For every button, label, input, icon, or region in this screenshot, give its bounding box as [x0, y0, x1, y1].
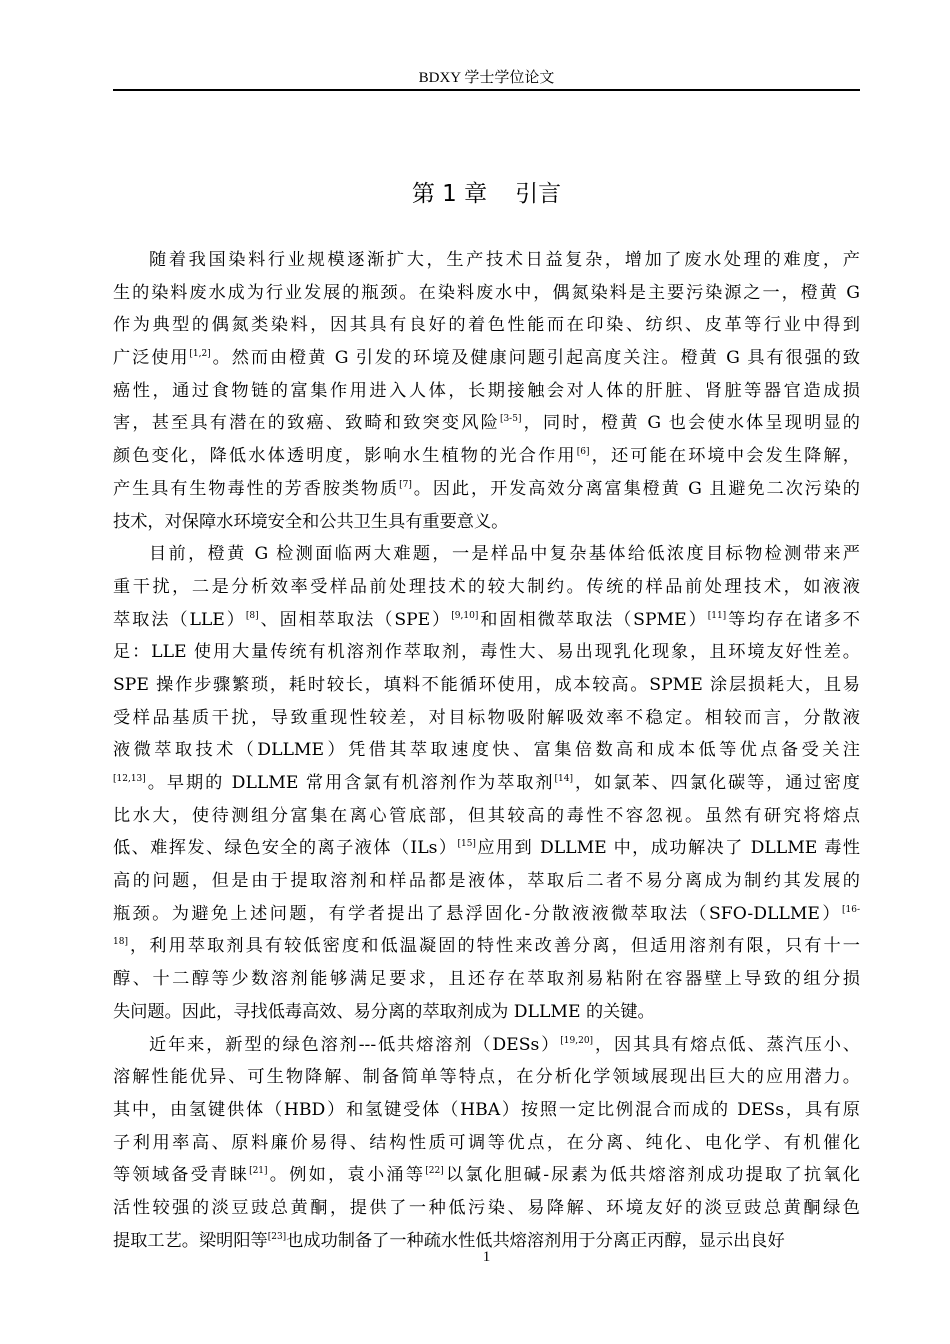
text-run: 子利用率高、原料廉价易得、结构性质可调等优点，在分离、纯化、电化学、有机催化 — [113, 1132, 860, 1153]
citation: [7] — [399, 479, 412, 490]
text-line — [113, 1127, 860, 1160]
paragraph — [113, 538, 860, 1028]
text-line — [113, 1061, 860, 1094]
text-run: 提取工艺。梁明阳等 — [113, 1230, 268, 1251]
text-run: 目前，橙黄 G 检测面临两大难题，一是样品中复杂基体给低浓度目标物检测带来严 — [149, 544, 860, 565]
text-line — [113, 865, 860, 898]
text-run: 作为典型的偶氮类染料，因其具有良好的着色性能而在印染、纺织、皮革等行业中得到 — [113, 315, 860, 336]
text-run: ，还可能在环境中会发生降解， — [589, 446, 860, 467]
text-run: 。例如，袁小涌等 — [267, 1165, 426, 1186]
citation: [6] — [576, 447, 590, 458]
text-line — [113, 898, 860, 931]
text-line — [113, 1159, 860, 1192]
header-rule — [113, 89, 860, 91]
text-line — [113, 996, 860, 1029]
text-run: ，如氯苯、四氯化碳等，通过密度 — [573, 773, 860, 793]
citation: [8] — [245, 610, 259, 621]
text-line — [113, 407, 860, 440]
text-run: ，利用萃取剂具有较低密度和低温凝固的特性来改善分离，但适用溶剂有限，只有十一 — [127, 936, 860, 957]
text-line — [113, 767, 860, 800]
text-run: 低、难挥发、绿色安全的离子液体（ILs） — [113, 838, 458, 859]
text-run: 比水大，使待测组分富集在离心管底部，但其较高的毒性不容忽视。虽然有研究将熔点 — [113, 805, 860, 826]
citation: [1,2] — [189, 349, 211, 360]
citation: [12,13] — [113, 774, 146, 784]
text-run: 醇、十二醇等少数溶剂能够满足要求，且还存在萃取剂易粘附在容器壁上导致的组分损 — [113, 969, 860, 990]
text-line — [113, 506, 860, 539]
text-run: ，因其具有熔点低、蒸汽压小、 — [593, 1034, 860, 1055]
text-line — [113, 1192, 860, 1225]
text-run: 。早期的 DLLME 常用含氯有机溶剂作为萃取剂 — [145, 773, 555, 793]
text-run: 广泛使用 — [113, 348, 190, 369]
text-line — [113, 538, 860, 571]
text-run: 产生具有生物毒性的芳香胺类物质 — [113, 478, 400, 499]
text-run: 颜色变化，降低水体透明度，影响水生植物的光合作用 — [113, 446, 577, 467]
text-run: 癌性，通过食物链的富集作用进入人体，长期接触会对人体的肝脏、肾脏等器官造成损 — [113, 380, 860, 401]
text-line — [113, 473, 860, 506]
citation: [3-5] — [499, 414, 522, 425]
text-run: ，同时，橙黄 G 也会使水体呈现明显的 — [521, 413, 860, 434]
chapter-title — [113, 177, 860, 211]
text-run: 活性较强的淡豆豉总黄酮，提供了一种低污染、易降解、环境友好的淡豆豉总黄酮绿色 — [113, 1197, 860, 1218]
text-line — [113, 375, 860, 408]
body-text — [113, 244, 860, 1257]
text-line — [113, 440, 860, 473]
text-run: 生的染料废水成为行业发展的瓶颈。在染料废水中，偶氮染料是主要污染源之一，橙黄 G — [113, 282, 860, 303]
text-run: 、固相萃取法（SPE） — [258, 609, 452, 630]
citation: [22] — [425, 1166, 444, 1177]
text-run: 应用到 DLLME 中，成功解决了 DLLME 毒性 — [475, 838, 860, 859]
text-run: 足：LLE 使用大量传统有机溶剂作萃取剂，毒性大、易出现乳化现象，且环境友好性差。 — [113, 642, 860, 663]
citation: [9,10] — [451, 610, 479, 621]
text-line — [113, 963, 860, 996]
text-line — [113, 1094, 860, 1127]
text-line — [113, 669, 860, 702]
text-run: 其中，由氢键供体（HBD）和氢键受体（HBA）按照一定比例混合而成的 DESs，具有原 — [113, 1099, 860, 1120]
running-header: BDXY 学士学位论文 — [418, 70, 555, 86]
citation: [11] — [707, 610, 727, 621]
text-run: 和固相微萃取法（SPME） — [478, 609, 708, 630]
page-number: 1 — [482, 1249, 491, 1265]
chapter-number: 第 1 章 — [411, 181, 488, 207]
text-line — [113, 309, 860, 342]
citation: [21] — [249, 1166, 268, 1177]
text-run: 技术，对保障水环境安全和公共卫生具有重要意义。 — [113, 511, 509, 532]
text-run: 近年来，新型的绿色溶剂---低共熔溶剂（DESs） — [149, 1034, 561, 1055]
text-run: 随着我国染料行业规模逐渐扩大，生产技术日益复杂，增加了废水处理的难度，产 — [149, 250, 860, 270]
text-line — [113, 702, 860, 735]
text-run: 受样品基质干扰，导致重现性较差，对目标物吸附解吸效率不稳定。相较而言，分散液 — [113, 707, 860, 728]
text-run: 萃取法（LLE） — [113, 609, 246, 630]
text-line — [113, 342, 860, 375]
text-run: 也成功制备了一种疏水性低共熔溶剂用于分离正丙醇，显示出良好 — [286, 1230, 785, 1251]
text-line — [113, 930, 860, 963]
citation: [23] — [267, 1231, 287, 1242]
citation: [14] — [554, 774, 574, 784]
citation: [15] — [457, 839, 476, 850]
text-run: 液微萃取技术（DLLME）凭借其萃取速度快、富集倍数高和成本低等优点备受关注 — [113, 740, 860, 761]
text-line — [113, 734, 860, 767]
chapter-title-text: 引言 — [515, 181, 562, 207]
text-run: SPE 操作步骤繁琐，耗时较长，填料不能循环使用，成本较高。SPME 涂层损耗大，且易 — [113, 674, 860, 695]
text-run: 等均存在诸多不 — [726, 609, 860, 630]
paragraph — [113, 1029, 860, 1258]
text-line — [113, 636, 860, 669]
text-line — [113, 277, 860, 310]
text-line — [113, 800, 860, 833]
text-run: 失问题。因此，寻找低毒高效、易分离的萃取剂成为 DLLME 的关键。 — [113, 1001, 655, 1022]
citation: [19,20] — [560, 1035, 594, 1046]
text-run: 高的问题，但是由于提取溶剂和样品都是液体，萃取后二者不易分离成为制约其发展的 — [113, 871, 860, 892]
text-run: 以氯化胆碱-尿素为低共熔溶剂成功提取了抗氧化 — [443, 1165, 860, 1186]
text-run: 等领域备受青睐 — [113, 1165, 250, 1186]
text-line — [113, 832, 860, 865]
paragraph — [113, 244, 860, 538]
text-run: 。因此，开发高效分离富集橙黄 G 且避免二次污染的 — [411, 478, 860, 499]
text-line — [113, 1029, 860, 1062]
text-line — [113, 604, 860, 637]
text-line — [113, 244, 860, 277]
text-line — [113, 571, 860, 604]
text-run: 重干扰，二是分析效率受样品前处理技术的较大制约。传统的样品前处理技术，如液液 — [113, 576, 860, 597]
text-run: 。然而由橙黄 G 引发的环境及健康问题引起高度关注。橙黄 G 具有很强的致 — [210, 348, 860, 369]
text-run: 溶解性能优异、可生物降解、制备简单等特点，在分析化学领域展现出巨大的应用潜力。 — [113, 1067, 860, 1088]
text-run: 害，甚至具有潜在的致癌、致畸和致突变风险 — [113, 413, 500, 434]
text-run: 瓶颈。为避免上述问题，有学者提出了悬浮固化-分散液液微萃取法（SFO-DLLME） — [113, 903, 842, 924]
citation: 18] — [113, 937, 128, 948]
citation: [16- — [841, 904, 860, 915]
